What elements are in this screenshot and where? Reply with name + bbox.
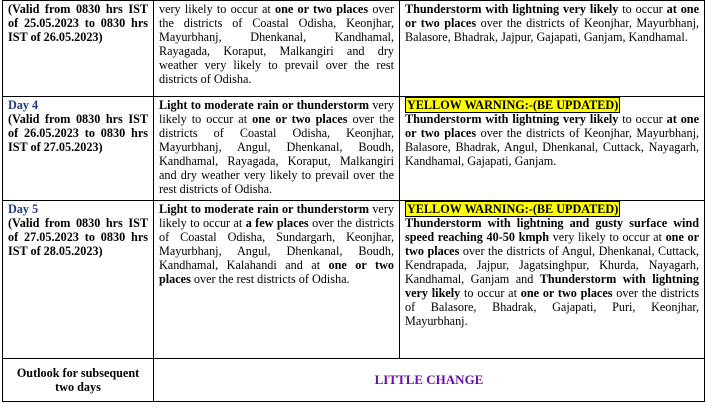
warning-emphasis: Thunderstorm with lightning very likely [405, 2, 619, 16]
table-row [3, 97, 705, 201]
validity-cell [3, 1, 154, 97]
rainfall-cell [154, 1, 400, 97]
warning-text: to occur [618, 2, 667, 16]
warning-cell [400, 97, 705, 201]
yellow-warning-badge: YELLOW WARNING:-(BE UPDATED) [407, 202, 619, 216]
rainfall-emphasis: Light to moderate rain or thunderstorm [159, 98, 370, 112]
rainfall-emphasis: one or two places [159, 258, 394, 286]
warning-cell [400, 201, 705, 359]
warning-emphasis: Thunderstorm with lightning very likely [405, 272, 700, 300]
validity-text: (Valid from 0830 hrs IST of 25.05.2023 to 0830 hrs IST of 26.05.2023) [8, 2, 148, 44]
warning-emphasis: one or two places [405, 230, 699, 258]
validity-text: (Valid from 0830 hrs IST of 26.05.2023 to 0830 hrs IST of 27.05.2023) [8, 112, 148, 154]
rainfall-emphasis: a few places [245, 216, 309, 230]
warning-cell [400, 1, 705, 97]
warning-emphasis: Thunderstorm with lightning and gusty surface wind speed reaching 40-50 kmph [405, 216, 699, 244]
validity-cell [3, 97, 154, 201]
rainfall-text: over the districts of Coastal Odisha, Sundargarh, Keonjhar, Mayurbhanj, Angul, Dhenkanal, Boudh, Kandhamal, Kalahandi and at [159, 216, 394, 272]
table-row [3, 201, 705, 359]
warning-text: very likely to occur at [549, 230, 666, 244]
warning-emphasis: Thunderstorm with lightning very likely [405, 112, 619, 126]
rainfall-text: over the rest districts of Odisha. [190, 272, 350, 286]
warning-emphasis: one or two places [520, 286, 613, 300]
rainfall-text: over the districts of Coastal Odisha, Keonjhar, Mayurbhanj, Angul, Dhenkanal, Boudh, Kandhamal, Rayagada, Koraput, Malkangiri and dry weather very likely to prevail over the rest districts of Odisha. [159, 112, 394, 196]
rainfall-text: over the districts of Coastal Odisha, Keonjhar, Mayurbhanj, Dhenkanal, Kandhamal, Rayagada, Koraput, Malkangiri and dry weather very likely to prevail over the rest districts of Odisha. [159, 2, 394, 86]
rainfall-emphasis: one or two places [252, 112, 348, 126]
rainfall-emphasis: one or two places [275, 2, 369, 16]
day-label: Day 5 [8, 202, 39, 216]
forecast-table [2, 0, 705, 402]
warning-text: over the districts of Keonjhar, Mayurbhanj, Balasore, Bhadrak, Jajpur, Gajapati, Ganjam, Kandhamal. [405, 16, 699, 44]
rainfall-cell [154, 97, 400, 201]
rainfall-text: very likely to occur at [159, 98, 394, 126]
warning-text: over the districts of Keonjhar, Mayurbhanj, Balasore, Bhadrak, Angul, Dhenkanal, Cuttack, Nayagarh, Kandhamal, Gajapati, Ganjam. [405, 126, 699, 168]
day-label: Day 4 [8, 98, 39, 112]
rainfall-text: very likely to occur at [159, 202, 394, 230]
table-row [3, 1, 705, 97]
warning-text: to occur at [460, 286, 521, 300]
rainfall-emphasis: Light to moderate rain or thunderstorm [159, 202, 370, 216]
warning-text: over the districts of Balasore, Bhadrak, Gajapati, Puri, Keonjhar, Mayurbhanj. [405, 286, 699, 328]
outlook-value: LITTLE CHANGE [154, 359, 705, 402]
yellow-warning-badge: YELLOW WARNING:-(BE UPDATED) [407, 98, 619, 112]
outlook-label: Outlook for subsequent two days [3, 359, 154, 402]
validity-text: (Valid from 0830 hrs IST of 27.05.2023 to 0830 hrs IST of 28.05.2023) [8, 216, 148, 258]
warning-emphasis: at one or two places [405, 112, 699, 140]
rainfall-text: very likely to occur at [159, 2, 275, 16]
validity-cell [3, 201, 154, 359]
warning-text: over the districts of Angul, Dhenkanal, Cuttack, Kendrapada, Jajpur, Jagatsinghpur, Khurda, Nayagarh, Kandhamal, Ganjam and [405, 244, 699, 286]
warning-text: to occur [618, 112, 667, 126]
warning-emphasis: at one or two places [405, 2, 699, 30]
table-row [3, 359, 705, 402]
rainfall-cell [154, 201, 400, 359]
